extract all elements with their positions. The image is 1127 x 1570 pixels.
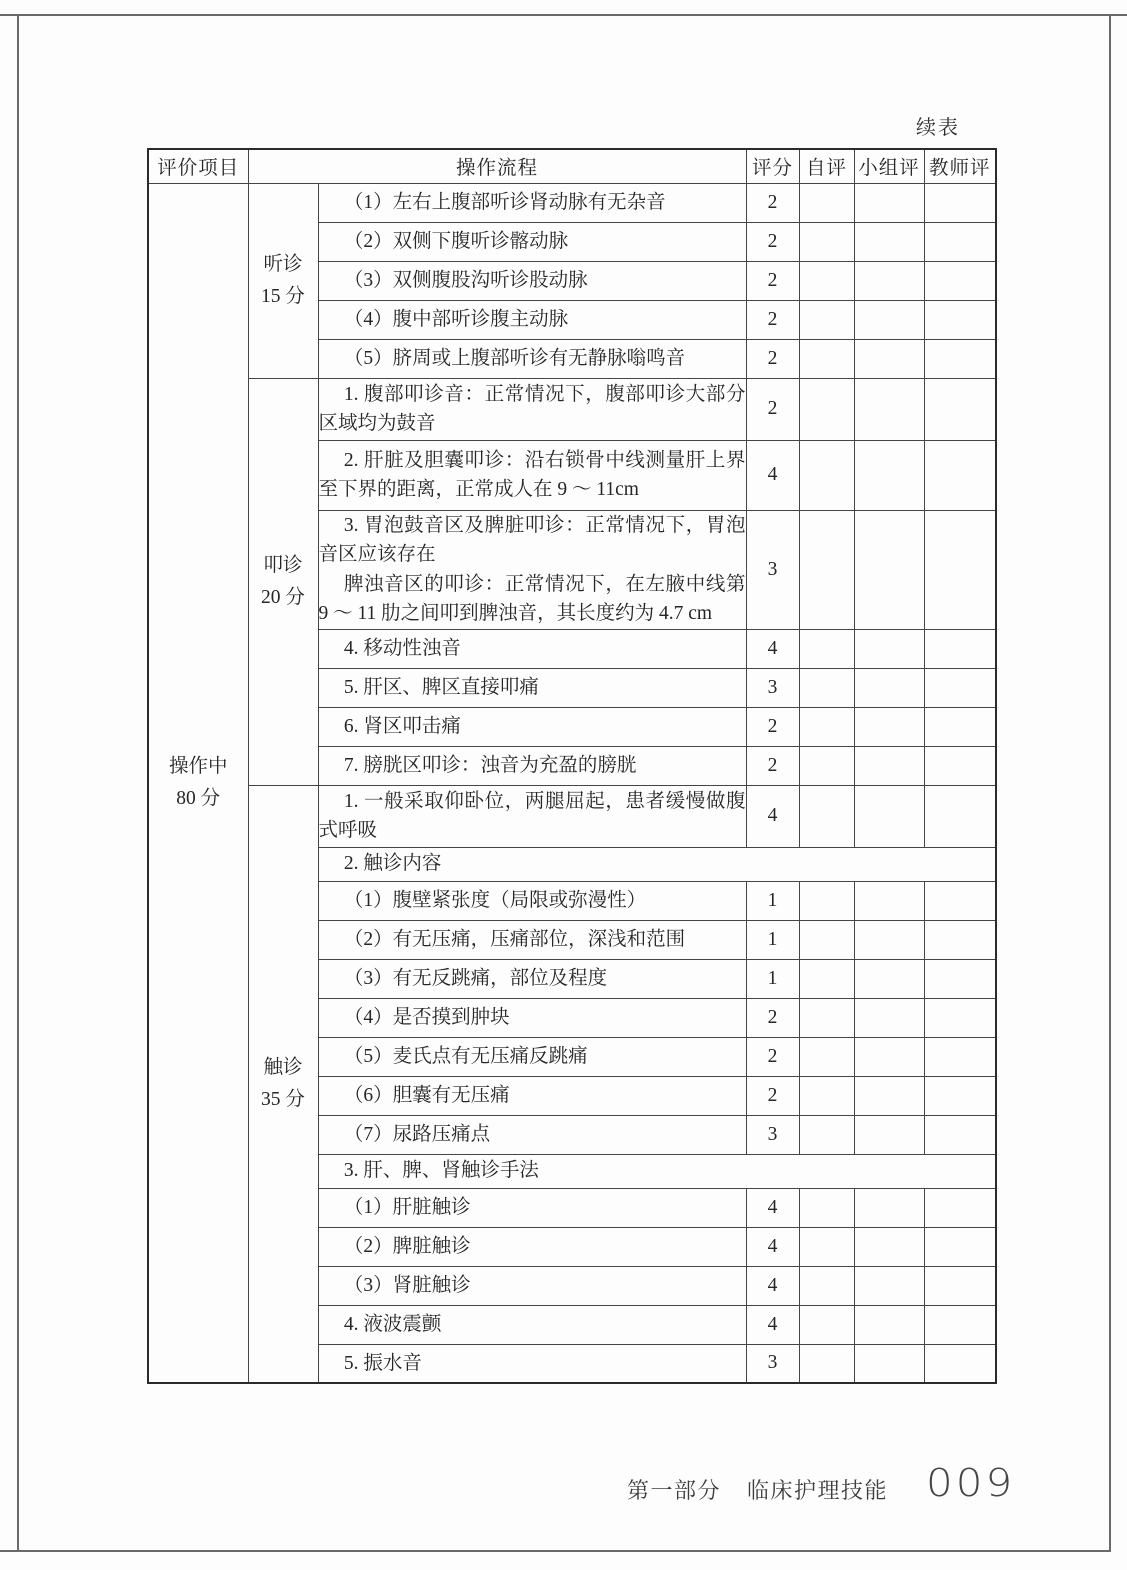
teacher-eval-cell [924,339,996,378]
score-cell: 2 [746,300,799,339]
score-cell: 2 [746,183,799,222]
group-name: 叩诊 [263,554,303,576]
self-eval-cell [799,629,854,668]
self-eval-cell [799,959,854,998]
group-name: 触诊 [263,1056,303,1078]
process-text: 3. 胃泡鼓音区及脾脏叩诊：正常情况下，胃泡音区应该存在 [318,514,746,565]
footer-chapter-label: 临床护理技能 [747,1478,889,1503]
score-cell: 4 [746,629,799,668]
group-points: 15 分 [261,285,305,307]
score-cell: 4 [746,1227,799,1266]
teacher-eval-cell [924,785,996,847]
group-eval-cell [854,222,924,261]
group-eval-cell [854,1076,924,1115]
process-text: 7. 膀胱区叩诊：浊音为充盈的膀胱 [343,754,637,776]
header-process: 操作流程 [248,149,746,183]
teacher-eval-cell [924,183,996,222]
group-eval-cell [854,183,924,222]
process-cell [318,1076,746,1115]
teacher-eval-cell [924,261,996,300]
process-cell [318,440,746,510]
score-cell: 4 [746,1305,799,1344]
teacher-eval-cell [924,1037,996,1076]
self-eval-cell [799,1344,854,1383]
score-cell: 2 [746,1037,799,1076]
page-frame-top [0,14,1127,16]
score-cell: 2 [746,261,799,300]
group-eval-cell [854,1037,924,1076]
process-cell-full [318,847,996,881]
self-eval-cell [799,339,854,378]
group-label-auscultation [248,183,318,378]
table-row [148,183,996,222]
score-cell: 1 [746,920,799,959]
teacher-eval-cell [924,1266,996,1305]
teacher-eval-cell [924,222,996,261]
score-cell: 2 [746,746,799,785]
self-eval-cell [799,881,854,920]
group-eval-cell [854,339,924,378]
process-cell [318,261,746,300]
group-eval-cell [854,510,924,629]
group-eval-cell [854,785,924,847]
self-eval-cell [799,378,854,440]
group-eval-cell [854,1115,924,1154]
group-eval-cell [854,1227,924,1266]
header-group-eval: 小组评 [854,149,924,183]
table-row [148,378,996,440]
group-eval-cell [854,959,924,998]
process-cell [318,668,746,707]
self-eval-cell [799,261,854,300]
self-eval-cell [799,183,854,222]
process-cell [318,339,746,378]
process-text: 1. 一般采取仰卧位，两腿屈起，患者缓慢做腹式呼吸 [318,790,746,841]
teacher-eval-cell [924,1305,996,1344]
process-cell [318,629,746,668]
score-cell: 1 [746,959,799,998]
score-cell: 3 [746,510,799,629]
self-eval-cell [799,746,854,785]
process-cell [318,707,746,746]
header-teacher-eval: 教师评 [924,149,996,183]
process-text: （1）左右上腹部听诊肾动脉有无杂音 [343,191,666,213]
teacher-eval-cell [924,707,996,746]
process-cell [318,959,746,998]
process-text: （5）麦氏点有无压痛反跳痛 [343,1045,588,1067]
process-text: （1）腹壁紧张度（局限或弥漫性） [343,889,647,911]
score-cell: 2 [746,222,799,261]
group-name: 听诊 [263,253,303,275]
process-cell [318,881,746,920]
process-text: 1. 腹部叩诊音：正常情况下，腹部叩诊大部分区域均为鼓音 [318,383,746,434]
score-cell: 4 [746,1188,799,1227]
process-cell [318,378,746,440]
group-eval-cell [854,1188,924,1227]
process-text: （4）腹中部听诊腹主动脉 [343,308,569,330]
group-label-palpation [248,785,318,1383]
process-text: （4）是否摸到肿块 [343,1006,510,1028]
self-eval-cell [799,1037,854,1076]
score-cell: 4 [746,785,799,847]
group-eval-cell [854,746,924,785]
score-cell: 3 [746,668,799,707]
process-cell [318,1115,746,1154]
evaluation-table [147,148,997,1384]
group-points: 20 分 [261,586,305,608]
process-cell [318,222,746,261]
footer-part-label: 第一部分 [627,1478,722,1503]
category-points: 80 分 [176,787,221,809]
score-cell: 4 [746,440,799,510]
score-cell: 1 [746,881,799,920]
teacher-eval-cell [924,440,996,510]
group-eval-cell [854,1305,924,1344]
group-eval-cell [854,440,924,510]
teacher-eval-cell [924,378,996,440]
self-eval-cell [799,222,854,261]
process-cell [318,1188,746,1227]
process-text: 6. 肾区叩击痛 [343,715,461,737]
process-text: 2. 触诊内容 [343,853,442,875]
process-text: （6）胆囊有无压痛 [343,1084,510,1106]
table-row [148,785,996,847]
teacher-eval-cell [924,998,996,1037]
teacher-eval-cell [924,746,996,785]
self-eval-cell [799,1227,854,1266]
teacher-eval-cell [924,1115,996,1154]
teacher-eval-cell [924,881,996,920]
teacher-eval-cell [924,1227,996,1266]
process-text: 4. 液波震颤 [343,1313,442,1335]
continued-table-label: 续表 [916,117,960,139]
group-eval-cell [854,920,924,959]
process-cell [318,1305,746,1344]
group-points: 35 分 [261,1088,305,1110]
category-title: 操作中 [168,755,228,777]
process-cell [318,1266,746,1305]
self-eval-cell [799,1188,854,1227]
score-cell: 2 [746,998,799,1037]
process-cell [318,785,746,847]
process-text: 脾浊音区的叩诊：正常情况下，在左腋中线第 9 ～ 11 肋之间叩到脾浊音，其长度约为 4.7 cm [318,573,746,624]
self-eval-cell [799,707,854,746]
self-eval-cell [799,1076,854,1115]
teacher-eval-cell [924,1076,996,1115]
self-eval-cell [799,998,854,1037]
group-eval-cell [854,998,924,1037]
process-cell [318,920,746,959]
group-eval-cell [854,378,924,440]
group-eval-cell [854,707,924,746]
page-frame-left [17,14,19,1552]
page-number: 009 [926,1460,1016,1506]
process-cell [318,1344,746,1383]
page-footer [0,1462,1127,1522]
teacher-eval-cell [924,959,996,998]
score-cell: 2 [746,1076,799,1115]
footer-section-title [627,1474,888,1505]
process-text: （1）肝脏触诊 [343,1196,471,1218]
score-cell: 2 [746,707,799,746]
group-eval-cell [854,629,924,668]
score-cell: 3 [746,1344,799,1383]
self-eval-cell [799,440,854,510]
header-score: 评分 [746,149,799,183]
score-cell: 4 [746,1266,799,1305]
category-cell [148,183,248,1383]
self-eval-cell [799,920,854,959]
teacher-eval-cell [924,668,996,707]
self-eval-cell [799,1266,854,1305]
process-text: （2）有无压痛，压痛部位，深浅和范围 [343,928,686,950]
group-eval-cell [854,881,924,920]
process-cell [318,510,746,629]
process-cell-full [318,1154,996,1188]
teacher-eval-cell [924,629,996,668]
process-cell [318,1227,746,1266]
teacher-eval-cell [924,510,996,629]
process-text: （5）脐周或上腹部听诊有无静脉嗡鸣音 [343,347,686,369]
header-item: 评价项目 [148,149,248,183]
group-eval-cell [854,668,924,707]
process-text: 5. 振水音 [343,1352,422,1374]
self-eval-cell [799,300,854,339]
header-self-eval: 自评 [799,149,854,183]
process-text: 3. 肝、脾、肾触诊手法 [343,1160,539,1182]
score-cell: 3 [746,1115,799,1154]
self-eval-cell [799,1115,854,1154]
process-text: （3）有无反跳痛，部位及程度 [343,967,608,989]
group-eval-cell [854,1344,924,1383]
group-eval-cell [854,261,924,300]
process-cell [318,300,746,339]
group-eval-cell [854,300,924,339]
process-text: 5. 肝区、脾区直接叩痛 [343,676,539,698]
teacher-eval-cell [924,920,996,959]
page-frame-right [1109,14,1111,1552]
self-eval-cell [799,510,854,629]
process-text: （3）肾脏触诊 [343,1274,471,1296]
process-text: （7）尿路压痛点 [343,1123,491,1145]
teacher-eval-cell [924,300,996,339]
score-cell: 2 [746,378,799,440]
table-header-row [148,149,996,183]
process-cell [318,183,746,222]
process-cell [318,746,746,785]
process-cell [318,998,746,1037]
teacher-eval-cell [924,1188,996,1227]
process-text: （2）双侧下腹听诊髂动脉 [343,230,569,252]
process-cell [318,1037,746,1076]
self-eval-cell [799,785,854,847]
self-eval-cell [799,668,854,707]
process-text: 2. 肝脏及胆囊叩诊：沿右锁骨中线测量肝上界至下界的距离，正常成人在 9 ～ 11cm [318,449,746,500]
group-eval-cell [854,1266,924,1305]
process-text: （2）脾脏触诊 [343,1235,471,1257]
page-frame-bottom [0,1550,1111,1552]
process-text: 4. 移动性浊音 [343,637,461,659]
score-cell: 2 [746,339,799,378]
group-label-percussion [248,378,318,785]
teacher-eval-cell [924,1344,996,1383]
self-eval-cell [799,1305,854,1344]
process-text: （3）双侧腹股沟听诊股动脉 [343,269,588,291]
